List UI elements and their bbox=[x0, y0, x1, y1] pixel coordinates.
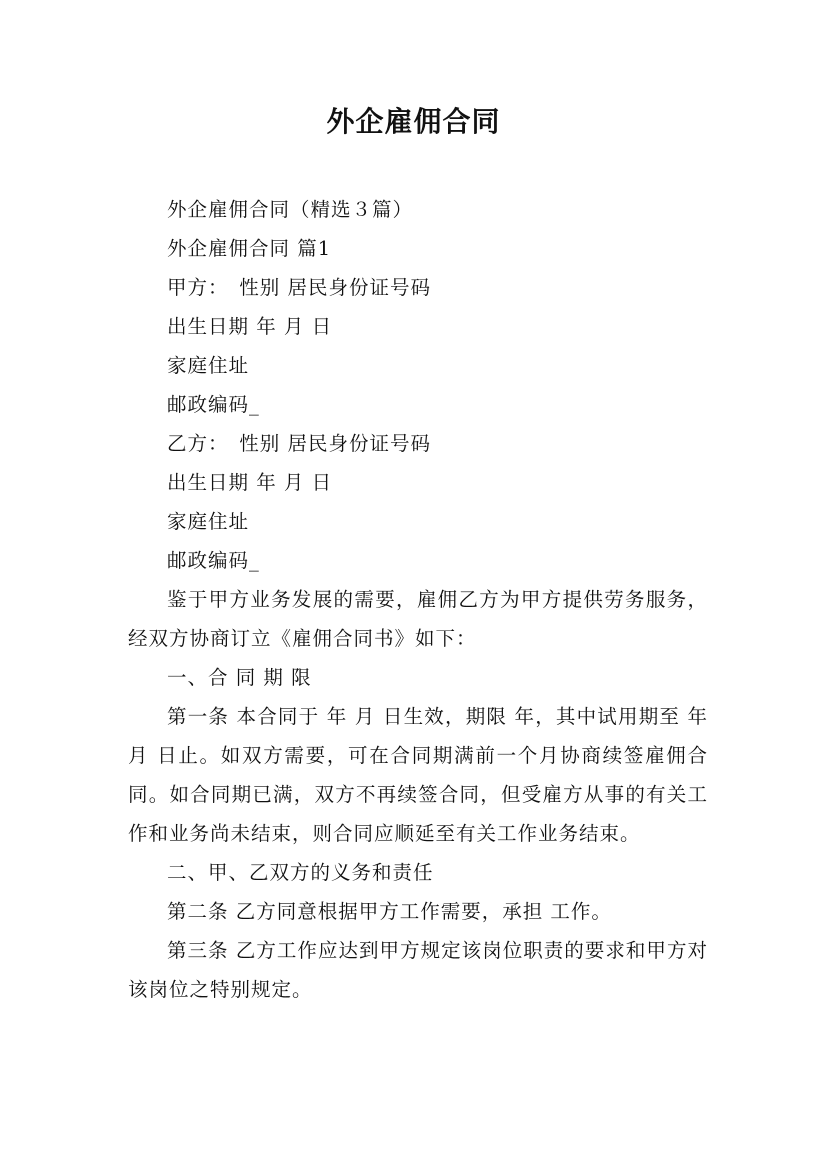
paragraph-heading-obligations: 二、甲、乙双方的义务和责任 bbox=[167, 861, 434, 884]
paragraph-section-heading: 外企雇佣合同 篇1 bbox=[167, 237, 332, 260]
paragraph-party-b-address: 家庭住址 bbox=[167, 510, 250, 533]
paragraph-preamble: 鉴于甲方业务发展的需要，雇佣乙方为甲方提供劳务服务，经双方协商订立《雇佣合同书》如下： bbox=[128, 588, 708, 650]
paragraph-subtitle: 外企雇佣合同（精选３篇） bbox=[167, 198, 414, 221]
document-title: 外企雇佣合同 bbox=[326, 105, 501, 138]
paragraph-party-a-address: 家庭住址 bbox=[167, 354, 250, 377]
paragraph-party-a-birthdate: 出生日期 年 月 日 bbox=[167, 315, 333, 338]
paragraph-heading-term: 一、合 同 期 限 bbox=[167, 666, 312, 689]
paragraph-article-2: 第二条 乙方同意根据甲方工作需要，承担 工作。 bbox=[167, 900, 612, 923]
paragraph-article-3: 第三条 乙方工作应达到甲方规定该岗位职责的要求和甲方对该岗位之特别规定。 bbox=[128, 939, 708, 1001]
paragraph-party-a-postcode: 邮政编码_ bbox=[167, 393, 260, 416]
paragraph-party-b-birthdate: 出生日期 年 月 日 bbox=[167, 471, 333, 494]
document-body bbox=[128, 190, 716, 1009]
paragraph-party-b: 乙方： 性别 居民身份证号码 bbox=[167, 432, 431, 455]
paragraph-party-a: 甲方： 性别 居民身份证号码 bbox=[167, 276, 431, 299]
paragraph-article-1: 第一条 本合同于 年 月 日生效，期限 年，其中试用期至 年 月 日止。如双方需要，可在合同期满前一个月协商续签雇佣合同。如合同期已满，双方不再续签合同，但受雇方从事的有关工作和业务尚未结束，则合同应顺延至有关工作业务结束。 bbox=[128, 705, 716, 845]
paragraph-party-b-postcode: 邮政编码_ bbox=[167, 549, 260, 572]
